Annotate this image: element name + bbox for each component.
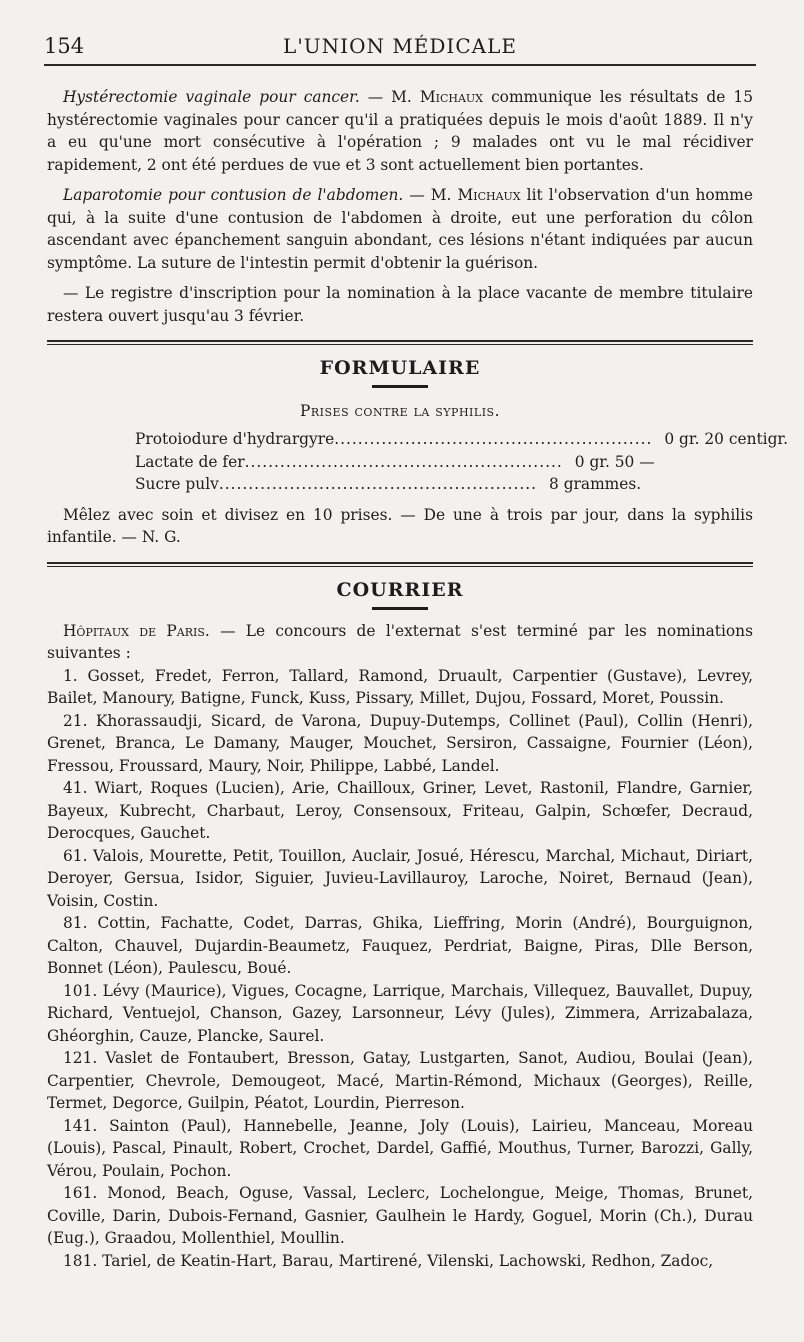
header-rule <box>44 64 756 66</box>
list-item: 101. Lévy (Maurice), Vigues, Cocagne, Larrique, Marchais, Villequez, Bauvallet, Dupuy, Richard, Ventuejol, Chanson, Gazey, Larsonneur, Lévy (Jules), Zimmera, Arrizabalaza, Ghéorghin, Cauze, Plancke, Saurel. <box>47 981 753 1045</box>
title-underline <box>372 385 428 388</box>
list-item: 161. Monod, Beach, Oguse, Vassal, Leclerc, Lochelongue, Meige, Thomas, Brunet, Coville, Darin, Dubois-Fernand, Gasnier, Gaulhein le Hardy, Goguel, Morin (Ch.), Durau (Eug.), Graadou, Mollenthiel, Moullin. <box>47 1184 753 1247</box>
journal-title: L'UNION MÉDICALE <box>283 34 517 58</box>
spacer <box>47 274 753 282</box>
page-number: 154 <box>44 34 85 58</box>
section-divider <box>47 340 753 345</box>
recipe-instructions: Mêlez avec soin et divisez en 10 prises. — De une à trois par jour, dans la syphilis infantile. — N. G. <box>47 505 753 546</box>
dash: — M. <box>359 88 420 106</box>
dash: — M. <box>403 186 458 204</box>
recipe-row <box>135 428 788 451</box>
ingredient: Protoiodure d'hydrargyre <box>135 430 335 448</box>
running-head <box>0 30 800 68</box>
spacer <box>47 610 753 620</box>
recipe-row <box>135 473 665 496</box>
paragraph-text: — Le concours de l'externat s'est terminé par les nominations suivantes : <box>47 621 753 662</box>
paragraph-title: Laparotomie pour contusion de l'abdomen. <box>63 186 404 204</box>
leader-dots: ...................................................... <box>244 452 563 471</box>
author-name: Michaux <box>419 88 484 106</box>
formulaire-subtitle: Prises contre la syphilis. <box>300 402 500 420</box>
quantity: 8 grammes. <box>549 475 642 493</box>
leader-dots: ...................................................... <box>218 475 538 493</box>
paragraph-text: communique les résultats de 15 hystérectomie vaginales pour cancer qu'il a pratiquées depuis le mois d'août 1889. Il n'y a eu qu'une mort consécutive à l'opération ; 9 malades ont vu le mal récidiver rapidement, 2 ont été perdues de vue et 3 sont actuellement bien portantes. <box>47 88 753 174</box>
list-item: 181. Tariel, de Keatin-Hart, Barau, Martirené, Vilenski, Lachowski, Redhon, Zadoc, <box>63 1251 714 1270</box>
courrier-intro <box>47 620 753 665</box>
formulaire-title: FORMULAIRE <box>319 357 481 379</box>
paragraph-hysterectomie <box>47 86 753 176</box>
author-name: Michaux <box>457 186 521 204</box>
list-item: 121. Vaslet de Fontaubert, Bresson, Gatay, Lustgarten, Sanot, Audiou, Boulai (Jean), Carpentier, Chevrole, Demougeot, Macé, Martin-Rémond, Michaux (Georges), Reille, Termet, Degorce, Guilpin, Péatot, Lourdin, Pierreson. <box>47 1049 753 1112</box>
nominations-list <box>47 665 753 1273</box>
list-item: 21. Khorassaudji, Sicard, de Varona, Dupuy-Dutemps, Collinet (Paul), Collin (Henri), Grenet, Branca, Le Damany, Mauger, Mouchet, Sersiron, Cassaigne, Fournier (Léon), Fressou, Froussard, Maury, Noir, Philippe, Labbé, Landel. <box>47 711 753 775</box>
list-item: 41. Wiart, Roques (Lucien), Arie, Chailloux, Griner, Levet, Rastonil, Flandre, Garnier, Bayeux, Kubrecht, Charbaut, Leroy, Consensoux, Friteau, Galpin, Schœfer, Decraud, Derocques, Gauchet. <box>47 779 753 842</box>
courrier-title: COURRIER <box>336 578 464 601</box>
recipe-row <box>135 451 665 474</box>
paragraph-registre: — Le registre d'inscription pour la nomination à la place vacante de membre titulaire restera ouvert jusqu'au 3 février. <box>47 284 753 325</box>
list-item: 61. Valois, Mourette, Petit, Touillon, Auclair, Josué, Hérescu, Marchal, Michaut, Diriart, Deroyer, Gersua, Isidor, Siguier, Juvieu-Lavillauroy, Laroche, Noiret, Bernaud (Jean), Voisin, Costin. <box>47 846 753 910</box>
list-item: 1. Gosset, Fredet, Ferron, Tallard, Ramond, Druault, Carpentier (Gustave), Levrey, Bailet, Manoury, Batigne, Funck, Kuss, Pissary, Millet, Dujou, Fossard, Moret, Poussin. <box>47 666 753 707</box>
paragraph-text: lit l'observation d'un homme qui, à la suite d'une contusion de l'abdomen à droite, eut une perforation du côlon ascendant avec épanchement sanguin abondant, ces lésions n'étant indiquées par aucun symptôme. La suture de l'intestin permit d'obtenir la guérison. <box>47 186 753 272</box>
ingredient: Lactate de fer <box>135 452 245 471</box>
list-item: 81. Cottin, Fachatte, Codet, Darras, Ghika, Lieffring, Morin (André), Bourguignon, Calton, Chauvel, Dujardin-Beaumetz, Fauquez, Perdriat, Baigne, Piras, Dlle Berson, Bonnet (Léon), Paulescu, Boué. <box>47 914 753 977</box>
spacer <box>47 176 753 184</box>
page-body <box>47 86 788 1272</box>
spacer <box>47 496 753 504</box>
paragraph-title: Hystérectomie vaginale pour cancer. <box>63 88 360 106</box>
quantity: 0 gr. 20 centigr. <box>664 430 788 448</box>
leader-dots: ...................................................... <box>334 430 653 448</box>
recipe-list <box>135 428 788 496</box>
ingredient: Sucre pulv <box>135 475 219 493</box>
paragraph-laparotomie <box>47 184 753 274</box>
section-label: Hôpitaux de Paris. <box>63 621 210 640</box>
list-item: 141. Sainton (Paul), Hannebelle, Jeanne, Joly (Louis), Lairieu, Manceau, Moreau (Louis), Pascal, Pinault, Robert, Crochet, Dardel, Gaffié, Mouthus, Turner, Barozzi, Gally, Vérou, Poulain, Pochon. <box>47 1116 753 1180</box>
quantity: 0 gr. 50 — <box>574 452 655 471</box>
section-divider <box>47 562 753 567</box>
